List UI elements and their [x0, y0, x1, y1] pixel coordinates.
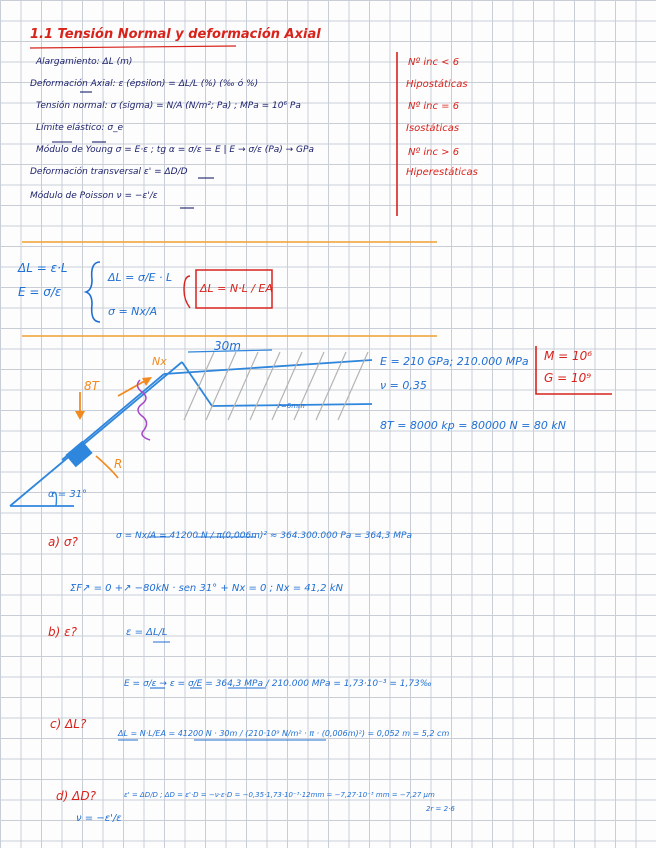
side-note-6: Hiperestáticas [406, 167, 478, 178]
boxed-formula: ΔL = N·L / EA [200, 282, 273, 295]
page-title: 1.1 Tensión Normal y deformación Axial [30, 27, 321, 42]
reaction-label: R [114, 457, 123, 471]
summary-brace [86, 262, 100, 322]
magnitude-line: Alargamiento: ΔL (m) [36, 57, 133, 67]
force-label: 8T [84, 379, 99, 393]
part-a-label: a) σ? [48, 535, 78, 549]
beam-top-horizontal [164, 360, 372, 374]
force-arrow-head [75, 411, 85, 420]
part-d-diameter: 2r = 2·6 [426, 805, 455, 813]
young-given: E = 210 GPa; 210.000 MPa [380, 355, 529, 368]
side-note-5: Nº inc > 6 [408, 147, 460, 158]
part-c-equation: ΔL = N·L/EA = 41200 N · 30m / (210·10⁹ N/m² · π · (0,006m)²) = 0,052 m = 5,2 cm [118, 729, 450, 738]
title-underline [30, 46, 236, 48]
poisson-given: ν = 0,35 [380, 379, 427, 392]
section-cut [137, 380, 150, 440]
summary-red-brace [184, 276, 190, 308]
dl-formula: ΔL = ε·L [18, 261, 68, 275]
brace-dl-formula: ΔL = σ/E · L [108, 271, 173, 284]
part-d-equation: ε' = ΔD/D ; ΔD = ε'·D = −ν·ε·D = −0,35·1,73·10⁻³·12mm = −7,27·10⁻³ mm = −7,27 μm [124, 791, 435, 799]
axial-strain-line: Deformación Axial: ε (épsilon) = ΔL/L (%) (‰ ó %) [30, 79, 259, 89]
angle-label: α = 31° [48, 489, 88, 500]
transverse-strain-line: Deformación transversal ε' = ΔD/D [30, 167, 188, 177]
fraction-bars [118, 537, 326, 740]
support-block [65, 441, 92, 467]
elastic-limit-line: Límite elástico: σ_e [36, 123, 124, 133]
part-b-definition: ε = ΔL/L [126, 627, 168, 638]
side-note-4: Isostáticas [406, 123, 460, 134]
side-note-2: Hipostáticas [406, 79, 468, 90]
part-a-equation: σ = Nx/A = 41200 N / π(0,006m)² ≈ 364.300.000 Pa = 364,3 MPa [116, 531, 412, 541]
part-d-poisson: ν = −ε'/ε [76, 813, 122, 824]
beam-bend [182, 362, 212, 406]
radius-label: r=6mm [278, 402, 305, 410]
length-label: 30m [214, 339, 241, 353]
young-modulus-line: Módulo de Young σ = E·ε ; tg α = σ/ε = E | E → σ/ε (Pa) → GPa [36, 145, 314, 155]
part-b-label: b) ε? [48, 625, 77, 639]
normal-stress-line: Tensión normal: σ (sigma) = N/A (N/m²; Pa) ; MPa = 10⁶ Pa [36, 101, 301, 111]
brace-sigma-formula: σ = Nx/A [108, 305, 158, 318]
force-given: 8T = 8000 kp = 80000 N = 80 kN [380, 419, 567, 432]
poisson-line: Módulo de Poisson ν = −ε'/ε [30, 191, 158, 201]
units-mega: M = 10⁶ [544, 349, 593, 363]
side-note-3: Nº inc = 6 [408, 101, 460, 112]
modulus-formula: E = σ/ε [18, 285, 62, 299]
part-c-label: c) ΔL? [50, 717, 87, 731]
nx-label: Nx [152, 355, 167, 368]
units-giga: G = 10⁹ [544, 371, 592, 385]
part-b-equation: E = σ/ε → ε = σ/E = 364,3 MPa / 210.000 MPa = 1,73·10⁻³ = 1,73‰ [124, 679, 432, 689]
side-note-1: Nº inc < 6 [408, 57, 460, 68]
force-balance-equation: ΣF↗ = 0 +↗ −80kN · sen 31° + Nx = 0 ; Nx = 41,2 kN [70, 583, 343, 594]
part-d-label: d) ΔD? [56, 789, 96, 803]
